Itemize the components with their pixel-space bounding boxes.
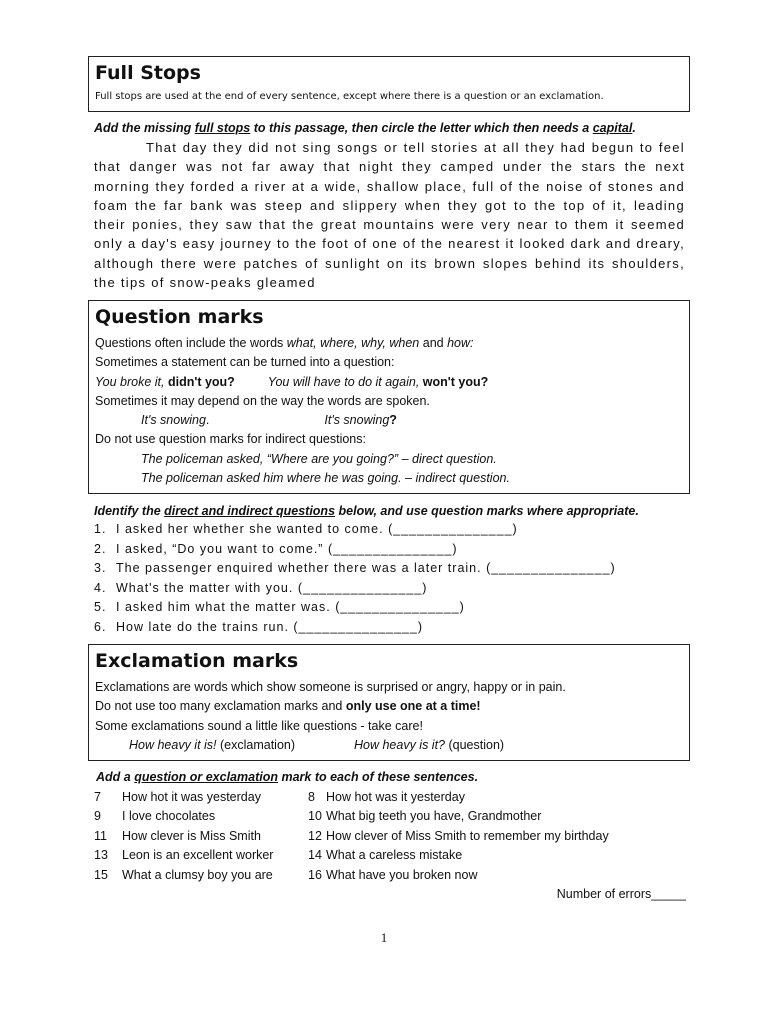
list-item: 13 Leon is an excellent worker 14 What a careless mistake (94, 848, 463, 863)
list-item: 11 How clever is Miss Smith 12 How clever of Miss Smith to remember my birthday (94, 828, 609, 843)
list-item: 9 I love chocolates 10 What big teeth you have, Grandmother (94, 809, 542, 824)
em-line-3: Some exclamations sound a little like questions - take care! (95, 718, 423, 733)
number-of-errors: Number of errors_____ (556, 887, 686, 901)
em-line-2: Do not use too many exclamation marks and only use one at a time! (95, 699, 481, 714)
qm-line-4: Sometimes it may depend on the way the words are spoken. (95, 393, 430, 408)
exclamation-marks-instruction: Add a question or exclamation mark to each of these sentences. (96, 770, 479, 784)
qm-indirect: The policeman asked him where he was going. – indirect question. (141, 471, 510, 486)
full-stops-description: Full stops are used at the end of every sentence, except where there is a question or an exclamation. (95, 91, 604, 102)
qm-line-2: Sometimes a statement can be turned into a question: (95, 355, 395, 370)
question-exercise-list (94, 520, 694, 638)
list-item: 5. I asked him what the matter was. (_______________) (94, 600, 465, 615)
list-item: 1. I asked her whether she wanted to come. (_______________) (94, 522, 518, 536)
em-line-1: Exclamations are words which show someone is surprised or angry, happy or in pain. (95, 680, 566, 694)
em-examples: How heavy it is! (exclamation) How heavy is it? (question) (129, 737, 505, 752)
list-item: 15 What a clumsy boy you are 16 What have you broken now (94, 867, 478, 882)
list-item: 3. The passenger enquired whether there was a later train. (_______________) (94, 561, 616, 576)
list-item: 2. I asked, “Do you want to come.” (_______________) (94, 541, 458, 556)
list-item: 4. What's the matter with you. (_______________) (94, 580, 428, 595)
question-marks-instruction: Identify the direct and indirect questions below, and use question marks where appropriate. (94, 504, 639, 518)
qm-direct: The policeman asked, “Where are you going?” – direct question. (141, 451, 497, 466)
full-stops-title: Full Stops (95, 62, 201, 84)
full-stops-passage: That day they did not sing songs or tell stories at all they had begun to feel that danger was not far away that night they camped under the stars the next morning they forded a river at a wide, shallow place, full of the noise of stones and foam the far bank was steep and slippery when they got to the top of it, leading their ponies, they saw that the great mountains were very near to them it seemed only a day's easy journey to the foot of one of the nearest it looked dark and dreary, although there were patches of sunlight on its brown slopes behind its shoulders, the tips of snow-peaks gleamed (94, 140, 686, 291)
question-marks-box (88, 300, 690, 494)
exclamation-exercise-list (94, 788, 694, 885)
qm-line-6: Do not use question marks for indirect questions: (95, 432, 366, 447)
qm-snowing: It's snowing. It's snowing? (141, 413, 397, 428)
list-item: 6. How late do the trains run. (_______________) (94, 619, 423, 634)
question-marks-title: Question marks (95, 306, 264, 328)
list-item: 7 How hot it was yesterday 8 How hot was it yesterday (94, 790, 465, 804)
qm-examples: You broke it, didn't you? You will have to do it again, won't you? (95, 374, 489, 389)
full-stops-instruction: Add the missing full stops to this passage, then circle the letter which then needs a capital. (94, 121, 636, 135)
page-number: 1 (380, 930, 388, 945)
exclamation-marks-title: Exclamation marks (95, 650, 299, 672)
full-stops-box (88, 56, 690, 112)
qm-line-1: Questions often include the words what, where, why, when and how: (95, 336, 474, 350)
exclamation-marks-box (88, 644, 690, 761)
